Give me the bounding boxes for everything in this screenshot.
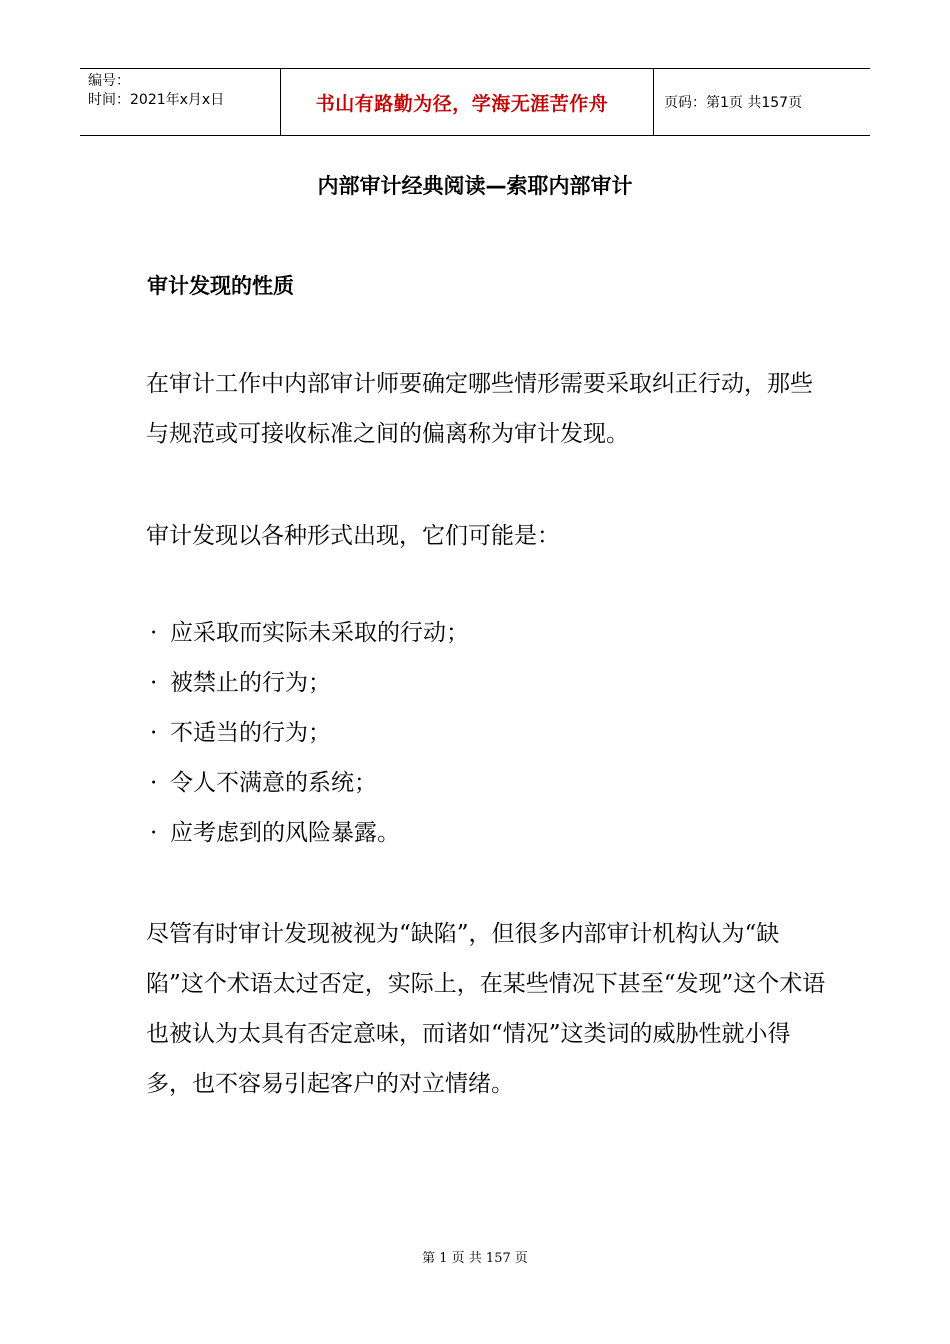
paragraph-intro: 在审计工作中内部审计师要确定哪些情形需要采取纠正行动，那些与规范或可接收标准之间的偏离称为审计发现。 [146,371,813,447]
document-header [80,68,870,136]
list-item-text: 应采取而实际未采取的行动； [170,620,469,646]
bullet-icon: · [150,770,158,796]
bullet-icon: · [150,670,158,696]
section-heading: 审计发现的性质 [147,274,294,298]
list-item-text: 被禁止的行为； [170,670,331,696]
finding-forms-list [150,608,469,858]
paragraph-forms: 审计发现以各种形式出现，它们可能是： [146,523,560,549]
paragraph-terminology: 尽管有时审计发现被视为“缺陷”，但很多内部审计机构认为“缺陷”这个术语太过否定，实际上，在某些情况下甚至“发现”这个术语也被认为太具有否定意味，而诸如“情况”这类词的威胁性就小得多，也不容易引起客户的对立情绪。 [146,921,826,1097]
header-meta-cell [80,69,281,135]
list-item [150,658,469,708]
header-page-info: 页码：第1页 共157页 [664,95,803,111]
document-title: 内部审计经典阅读—索耶内部审计 [317,174,633,198]
list-item-text: 不适当的行为； [170,720,331,746]
header-slogan-cell [281,69,654,135]
date-label: 时间：2021年x月x日 [88,92,225,108]
bullet-icon: · [150,620,158,646]
list-item-text: 令人不满意的系统； [170,770,377,796]
serial-number-label: 编号： [88,73,130,89]
bullet-icon: · [150,720,158,746]
header-page-cell [654,69,870,135]
list-item [150,608,469,658]
bullet-icon: · [150,820,158,846]
list-item [150,708,469,758]
slogan-text: 书山有路勤为径，学海无涯苦作舟 [315,92,609,115]
list-item-text: 应考虑到的风险暴露。 [170,820,400,846]
page-footer: 第 1 页 共 157 页 [422,1251,528,1266]
list-item [150,808,469,858]
list-item [150,758,469,808]
